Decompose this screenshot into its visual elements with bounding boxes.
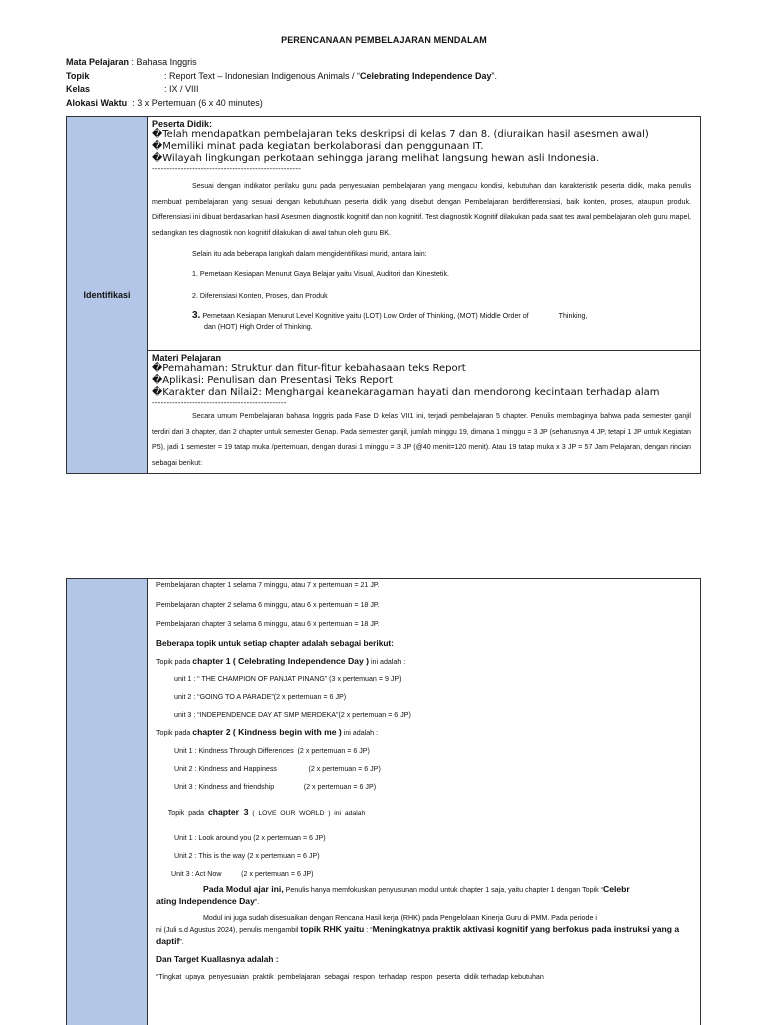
peserta-didik-cell bbox=[148, 117, 700, 351]
peserta-bullet: �Memiliki minat pada kegiatan berkolaborasi dan penggunaan IT. bbox=[152, 141, 484, 152]
unit-item: Unit 1 : Look around you (2 x pertemuan = 6 JP) bbox=[174, 834, 326, 842]
identifikasi-label: Identifikasi bbox=[67, 117, 148, 473]
step-item: 1. Pemetaan Kesiapan Menurut Gaya Belajar yaitu Visual, Auditori dan Kinestetik. bbox=[192, 270, 449, 279]
unit-item: Unit 3 : Act Now (2 x pertemuan = 6 JP) bbox=[171, 870, 314, 878]
rincian-label-col bbox=[67, 579, 148, 1025]
meta-alokasi bbox=[66, 97, 497, 111]
chapter-line: Pembelajaran chapter 2 selama 6 minggu, atau 6 x pertemuan = 18 JP. bbox=[156, 601, 380, 609]
mata-pelajaran-label: Mata Pelajaran bbox=[66, 57, 130, 67]
unit-item: unit 2 : “GOING TO A PARADE”(2 x pertemuan = 6 JP) bbox=[174, 693, 347, 701]
steps-intro: Selain itu ada beberapa langkah dalam mengidentifikasi murid, antara lain: bbox=[192, 250, 427, 259]
metadata-block bbox=[66, 56, 497, 110]
rhk-paragraph-line3: daptif”. bbox=[156, 936, 184, 946]
document-title: PERENCANAAN PEMBELAJARAN MENDALAM bbox=[281, 35, 487, 45]
unit-item: Unit 3 : Kindness and friendship (2 x pertemuan = 6 JP) bbox=[174, 783, 377, 791]
unit-item: unit 3 : “INDEPENDENCE DAY AT SMP MERDEKA”(2 x pertemuan = 6 JP) bbox=[174, 711, 411, 719]
chapter-line: Pembelajaran chapter 3 selama 6 minggu, atau 6 x pertemuan = 18 JP. bbox=[156, 620, 380, 628]
meta-kelas bbox=[66, 83, 497, 97]
kelas-value: : IX / VIII bbox=[164, 84, 199, 94]
topics-heading: Beberapa topik untuk setiap chapter adalah sebagai berikut: bbox=[156, 638, 394, 648]
chapter-3-topic: Topik pada chapter 3 ( LOVE OUR WORLD ) ini adalah bbox=[167, 807, 366, 817]
chapter-line: Pembelajaran chapter 1 selama 7 minggu, atau 7 x pertemuan = 21 JP. bbox=[156, 581, 380, 589]
unit-item: Unit 2 : This is the way (2 x pertemuan = 6 JP) bbox=[174, 852, 320, 860]
alokasi-label: Alokasi Waktu bbox=[66, 97, 128, 108]
meta-topik bbox=[66, 70, 497, 84]
meta-mata-pelajaran bbox=[66, 56, 497, 70]
materi-bullet: �Pemahaman: Struktur dan fitur-fitur kebahasaan teks Report bbox=[152, 363, 466, 374]
unit-item: unit 1 : “ THE CHAMPION OF PANJAT PINANG” (3 x pertemuan = 9 JP) bbox=[174, 675, 402, 683]
divider-dashes: ---------------------------------------------------- bbox=[152, 165, 301, 173]
modul-paragraph-line2: ating Independence Day”. bbox=[156, 896, 260, 906]
topik-value: : Report Text – Indonesian Indigenous Animals / “Celebrating Independence Day”. bbox=[164, 70, 497, 81]
unit-item: Unit 1 : Kindness Through Differences (2 x pertemuan = 6 JP) bbox=[174, 747, 370, 755]
rhk-paragraph-line1: Modul ini juga sudah disesuaikan dengan Rencana Hasil kerja (RHK) pada Pengelolaan Kinerja Guru di PMM. Pada periode i bbox=[203, 914, 597, 922]
chapter-2-topic: Topik pada chapter 2 ( Kindness begin with me ) ini adalah : bbox=[156, 727, 379, 737]
divider-dashes: ----------------------------------------------- bbox=[152, 399, 287, 407]
rincian-table bbox=[66, 578, 701, 1025]
peserta-didik-heading: Peserta Didik: bbox=[152, 119, 213, 129]
modul-paragraph-line1: Pada Modul ajar ini, Penulis hanya memfokuskan penyusunan modul untuk chapter 1 saja, yaitu chapter 1 dengan Topik “Celebr bbox=[203, 884, 630, 894]
identifikasi-table bbox=[66, 116, 701, 474]
materi-heading: Materi Pelajaran bbox=[152, 353, 222, 363]
alokasi-value: : 3 x Pertemuan (6 x 40 minutes) bbox=[132, 97, 263, 108]
kelas-label: Kelas bbox=[66, 84, 91, 94]
step-item: 2. Diferensiasi Konten, Proses, dan Produk bbox=[192, 292, 328, 301]
rhk-paragraph-line2: ni (Juli s.d Agustus 2024), penulis mengambil topik RHK yaitu : “Meningkatnya praktik aktivasi kognitif yang berfokus pada instruksi yang a bbox=[156, 924, 680, 934]
materi-bullet: �Karakter dan Nilai2: Menghargai keanekaragaman hayati dan mendorong kecintaan terhadap alam bbox=[152, 387, 660, 398]
step-item-3-cont: dan (HOT) High Order of Thinking. bbox=[204, 323, 313, 332]
materi-pelajaran-cell bbox=[148, 351, 700, 473]
materi-bullet: �Aplikasi: Penulisan dan Presentasi Teks Report bbox=[152, 375, 393, 386]
step-item-3: 3. Pemetaan Kesiapan Menurut Level Kognitive yaitu (LOT) Low Order of Thinking, (MOT) Middle Order of Thinking, bbox=[192, 310, 588, 322]
target-line: “Tingkat upaya penyesuaian praktik pembelajaran sebagai respon terhadap respon peserta didik terhadap kebutuhan bbox=[156, 973, 544, 981]
materi-paragraph: Secara umum Pembelajaran bahasa Inggris pada Fase D kelas VII1 ini, terjadi pembelajaran 5 chapter. Penulis membaginya bahwa pada semester ganjil terdiri dari 3 chapter, dan 2 chapter untuk semester Genap. Pada semester ganjil, jumlah minggu 19, dimana 1 minggu = 3 JP (seharusnya 4 JP, tetapi 1 JP untuk Kegiatan P5), jadi 1 semester = 19 tatap muka /pertemuan, dengan durasi 1 minggu = 3 JP (@40 menit=120 menit). Atau 19 tatap muka x 3 JP = 57 Jam Pelajaran, dengan rincian sebagai berikut: bbox=[152, 412, 691, 467]
identifikasi-content bbox=[148, 117, 700, 473]
chapter-1-topic: Topik pada chapter 1 ( Celebrating Independence Day ) ini adalah : bbox=[156, 656, 406, 666]
topik-label: Topik bbox=[66, 70, 90, 81]
peserta-bullet: �Wilayah lingkungan perkotaan sehingga jarang melihat langsung hewan asli Indonesia. bbox=[152, 153, 600, 164]
rincian-content bbox=[148, 579, 700, 1025]
peserta-bullet: �Telah mendapatkan pembelajaran teks deskripsi di kelas 7 dan 8. (diuraikan hasil asesmen awal) bbox=[152, 129, 649, 140]
unit-item: Unit 2 : Kindness and Happiness (2 x pertemuan = 6 JP) bbox=[174, 765, 381, 773]
mata-pelajaran-value: : Bahasa Inggris bbox=[131, 57, 197, 67]
differentiation-paragraph: Sesuai dengan indikator perilaku guru pada penyesuaian pembelajaran yang mengacu kondisi, kebutuhan dan karakteristik peserta didik, maka penulis membuat pembelajaran yang sesuai dengan kebutuhuan peserta didik yang disebut dengan Pembelajaran berdifferensiasi, baik konten, proses, ataupun produk. Differensiasi ini dibuat berdasarkan hasil Asesmen diagnostik kognitif dan non kognitif. Test diagnostik Kognitif dilakukan pada saat tes awal pembelajaran oleh guru mapel, sedangkan tes diagnostik non kognitif dilakukan di awal tahun oleh guru BK. bbox=[152, 182, 691, 237]
target-heading: Dan Target Kuallasnya adalah : bbox=[156, 954, 279, 964]
